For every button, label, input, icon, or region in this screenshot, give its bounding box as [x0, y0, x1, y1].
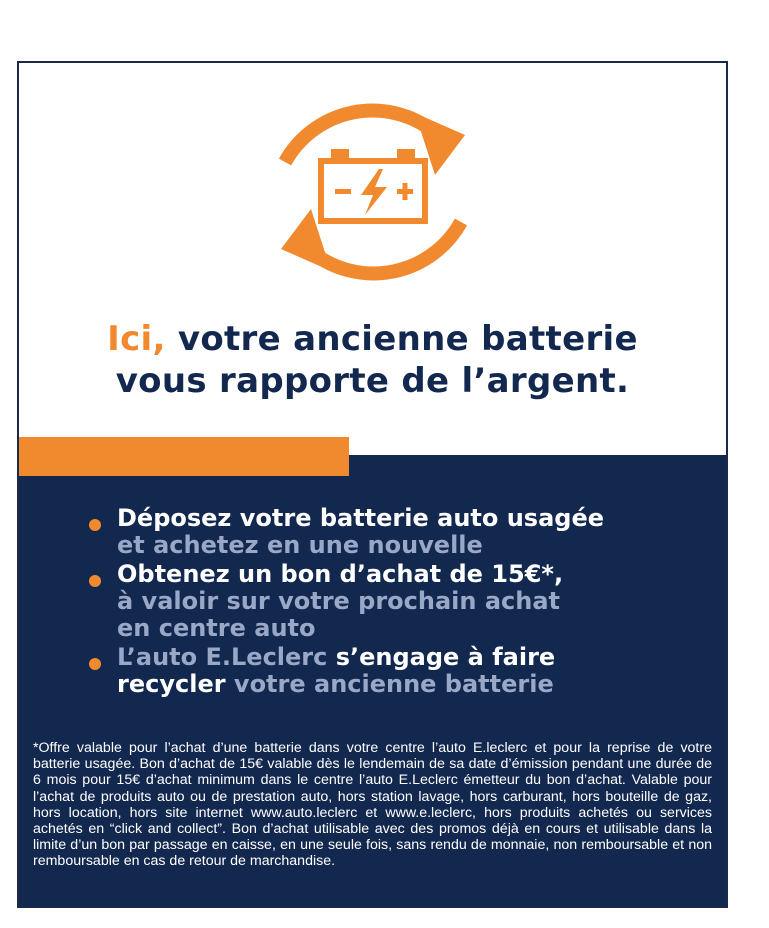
bullet-list — [89, 505, 709, 700]
bullet-sub: et achetez en une nouvelle — [117, 531, 483, 559]
bullet-main: Obtenez un bon d’achat de 15€*, — [117, 560, 564, 588]
bullet-main: recycler — [117, 670, 226, 698]
bullet-main: s’engage à faire — [327, 643, 556, 671]
bullet-dot-icon — [89, 519, 101, 531]
list-item — [89, 561, 709, 642]
headline — [19, 318, 726, 402]
bullet-brand: L’auto E.Leclerc — [117, 643, 328, 671]
headline-line2: vous rapporte de l’argent. — [115, 361, 630, 401]
bullet-dot-icon — [89, 575, 101, 587]
bullet-sub: à valoir sur votre prochain achat — [117, 587, 561, 615]
top-section — [19, 63, 726, 455]
battery-recycle-icon — [255, 77, 491, 307]
disclaimer-text: *Offre valable pour l’achat d’une batterie dans votre centre l’auto E.leclerc et pour la reprise de votre batterie usagée. Bon d’achat de 15€ valable dès le lendemain de sa date d’émission pendant une durée de 6 mois pour 15€ d’achat minimum dans le centre l’auto E.Leclerc émetteur du bon d’achat. Valable pour l’achat de produits auto ou de prestation auto, hors station lavage, hors carburant, hors bouteille de gaz, hors location, hors site internet www.auto.leclerc et www.e.leclerc, hors produits achetés ou services achetés en “click and collect”. Bon d’achat utilisable avec des promos déjà en cours et utilisable dans la limite d’un bon par passage en caisse, en une seule fois, sans rendu de monnaie, non remboursable et non remboursable en cas de retour de marchandise. — [33, 740, 712, 870]
headline-line1: votre ancienne batterie — [165, 319, 638, 359]
list-item — [89, 505, 709, 559]
bullet-main: Déposez votre batterie auto usagée — [117, 504, 605, 532]
bullet-sub: votre ancienne batterie — [225, 670, 554, 698]
list-item — [89, 644, 709, 698]
bullet-dot-icon — [89, 658, 101, 670]
orange-accent-bar — [19, 437, 349, 476]
headline-accent: Ici, — [107, 319, 166, 359]
bullet-sub: en centre auto — [117, 614, 316, 642]
promo-card — [17, 61, 728, 908]
